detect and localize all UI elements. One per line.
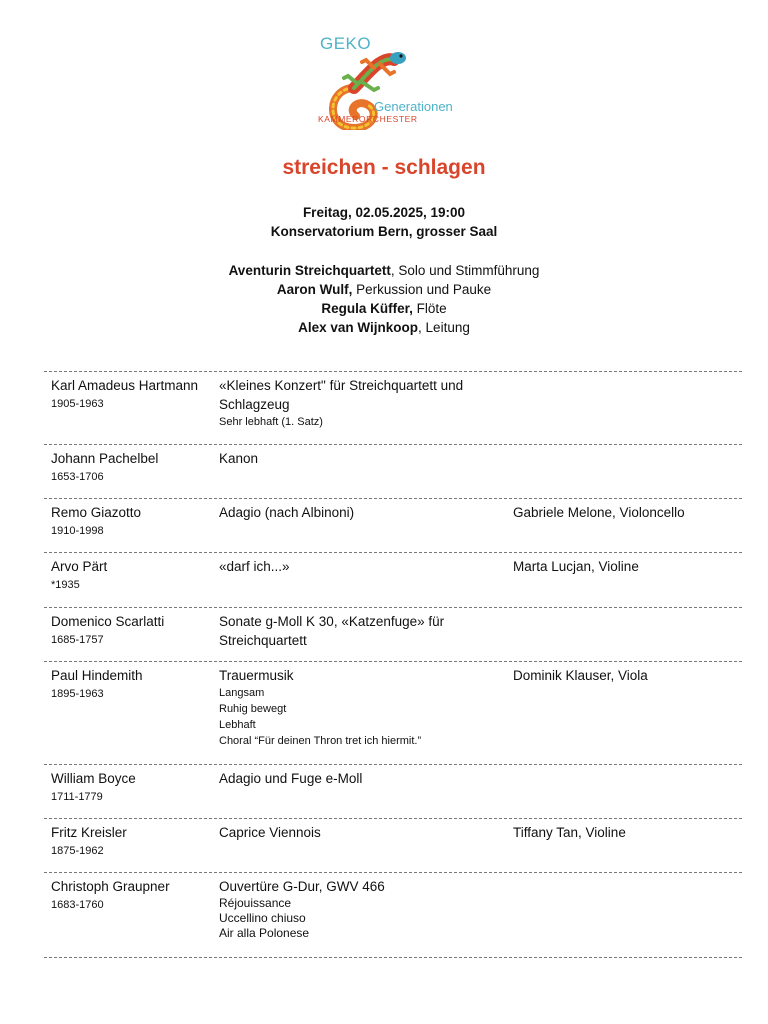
event-venue: Konservatorium Bern, grosser Saal [270, 224, 498, 239]
soloist: Dominik Klauser, Viola [513, 668, 648, 683]
logo-middle-text: Generationen [374, 99, 453, 114]
performer-line [0, 299, 768, 318]
work-title: Adagio und Fuge e-Moll [219, 771, 363, 786]
work-title: Ouvertüre G-Dur, GWV 466 [219, 879, 385, 894]
soloist: Tiffany Tan, Violine [513, 825, 626, 840]
performer-role: Perkussion und Pauke [352, 282, 492, 297]
composer-years: 1683-1760 [51, 899, 104, 911]
logo-top-text: GEKO [320, 34, 372, 53]
work-title: Adagio (nach Albinoni) [219, 505, 355, 520]
work-movement: Langsam [219, 687, 265, 699]
work-title: Kanon [219, 451, 259, 466]
program-row [44, 444, 742, 498]
soloist: Gabriele Melone, Violoncello [513, 505, 685, 520]
performer-name: Aaron Wulf, [276, 282, 353, 297]
performer-line [0, 318, 768, 337]
performer-role: , Leitung [418, 320, 470, 335]
work-movement: Uccellino chiuso [219, 911, 306, 925]
work-movement: Air alla Polonese [219, 926, 310, 940]
performer-name: Aventurin Streichquartett [228, 263, 391, 278]
work-title: Trauermusik [219, 668, 294, 683]
work-movement: Lebhaft [219, 719, 256, 731]
work-title: «darf ich...» [219, 559, 290, 574]
logo-bottom-text: KAMMERORCHESTER [318, 114, 418, 124]
composer-years: 1905-1963 [51, 398, 104, 410]
program-row [44, 764, 742, 818]
work-movement: Réjouissance [219, 896, 292, 910]
composer-name: Karl Amadeus Hartmann [51, 378, 199, 393]
work-movement: Sehr lebhaft (1. Satz) [219, 416, 323, 428]
composer-name: Fritz Kreisler [51, 825, 127, 840]
concert-title: streichen - schlagen [282, 156, 486, 179]
performer-line [0, 261, 768, 280]
performer-name: Regula Küffer, [321, 301, 413, 316]
program-row [44, 661, 742, 764]
event-date: Freitag, 02.05.2025, 19:00 [302, 205, 466, 220]
composer-years: *1935 [51, 579, 80, 591]
performer-role: , Solo und Stimmführung [390, 263, 540, 278]
performer-name: Alex van Wijnkoop [298, 320, 419, 335]
composer-years: 1875-1962 [51, 845, 104, 857]
composer-name: Remo Giazotto [51, 505, 142, 520]
program-list [44, 371, 742, 958]
composer-name: Domenico Scarlatti [51, 614, 165, 629]
composer-years: 1685-1757 [51, 634, 104, 646]
composer-name: Christoph Graupner [51, 879, 170, 894]
composer-name: Paul Hindemith [51, 668, 143, 683]
composer-years: 1910-1998 [51, 525, 104, 537]
composer-years: 1895-1963 [51, 688, 104, 700]
soloist: Marta Lucjan, Violine [513, 559, 639, 574]
composer-name: Arvo Pärt [51, 559, 108, 574]
performers-list [0, 261, 768, 337]
event-info [0, 203, 768, 241]
work-title: Caprice Viennois [219, 825, 321, 840]
composer-years: 1711-1779 [51, 791, 103, 803]
composer-name: William Boyce [51, 771, 136, 786]
program-row [44, 818, 742, 872]
orchestra-logo [314, 30, 464, 130]
work-title: «Kleines Konzert" für Streichquartett und Schlagzeug [219, 378, 464, 412]
performer-role: Flöte [412, 301, 447, 316]
composer-years: 1653-1706 [51, 471, 104, 483]
performer-line [0, 280, 768, 299]
program-row [44, 552, 742, 607]
work-movement: Choral “Für deinen Thron tret ich hiermit.” [219, 735, 422, 747]
program-row [44, 607, 742, 661]
work-title: Sonate g-Moll K 30, «Katzenfuge» für Streichquartett [219, 614, 445, 648]
work-movement: Ruhig bewegt [219, 703, 287, 715]
composer-name: Johann Pachelbel [51, 451, 159, 466]
program-row [44, 872, 742, 958]
program-row [44, 498, 742, 552]
program-row [44, 371, 742, 444]
